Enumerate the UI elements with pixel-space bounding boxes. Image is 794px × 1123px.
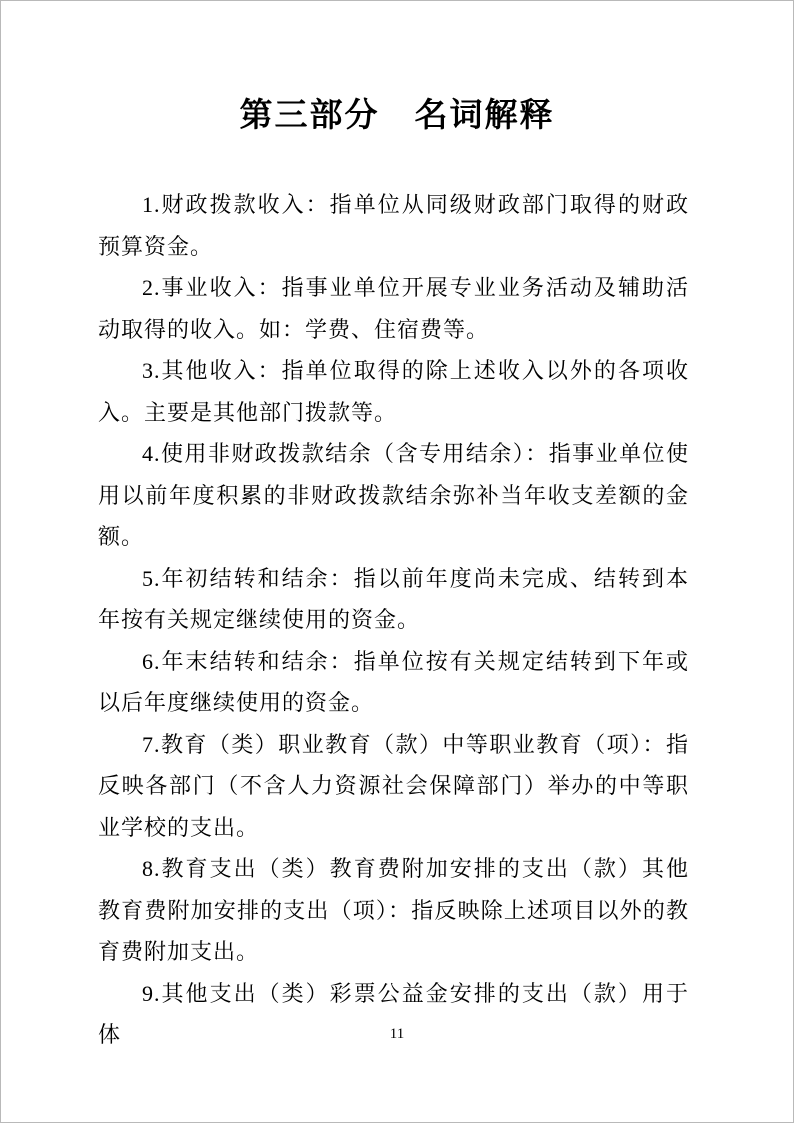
paragraph-4: 4.使用非财政拨款结余（含专用结余）：指事业单位使用以前年度积累的非财政拨款结余弥补当年收支差额的金额。 xyxy=(98,441,689,549)
paragraph-5: 5.年初结转和结余：指以前年度尚未完成、结转到本年按有关规定继续使用的资金。 xyxy=(98,565,689,632)
paragraph-6: 6.年末结转和结余：指单位按有关规定结转到下年或以后年度继续使用的资金。 xyxy=(98,648,689,715)
paragraph-8: 8.教育支出（类）教育费附加安排的支出（款）其他教育费附加安排的支出（项）：指反映除上述项目以外的教育费附加支出。 xyxy=(98,856,689,964)
paragraph-2: 2.事业收入：指事业单位开展专业业务活动及辅助活动取得的收入。如：学费、住宿费等。 xyxy=(98,275,689,342)
page-number: 11 xyxy=(389,1026,405,1042)
paragraph-1: 1.财政拨款收入：指单位从同级财政部门取得的财政预算资金。 xyxy=(98,192,689,259)
page-title: 第三部分 名词解释 xyxy=(239,96,555,133)
paragraph-7: 7.教育（类）职业教育（款）中等职业教育（项）：指反映各部门（不含人力资源社会保障部门）举办的中等职业学校的支出。 xyxy=(98,731,689,840)
paragraph-9: 9.其他支出（类）彩票公益金安排的支出（款）用于体 xyxy=(98,980,689,1047)
document-body xyxy=(1,184,793,1056)
paragraph-3: 3.其他收入：指单位取得的除上述收入以外的各项收入。主要是其他部门拨款等。 xyxy=(98,358,689,425)
